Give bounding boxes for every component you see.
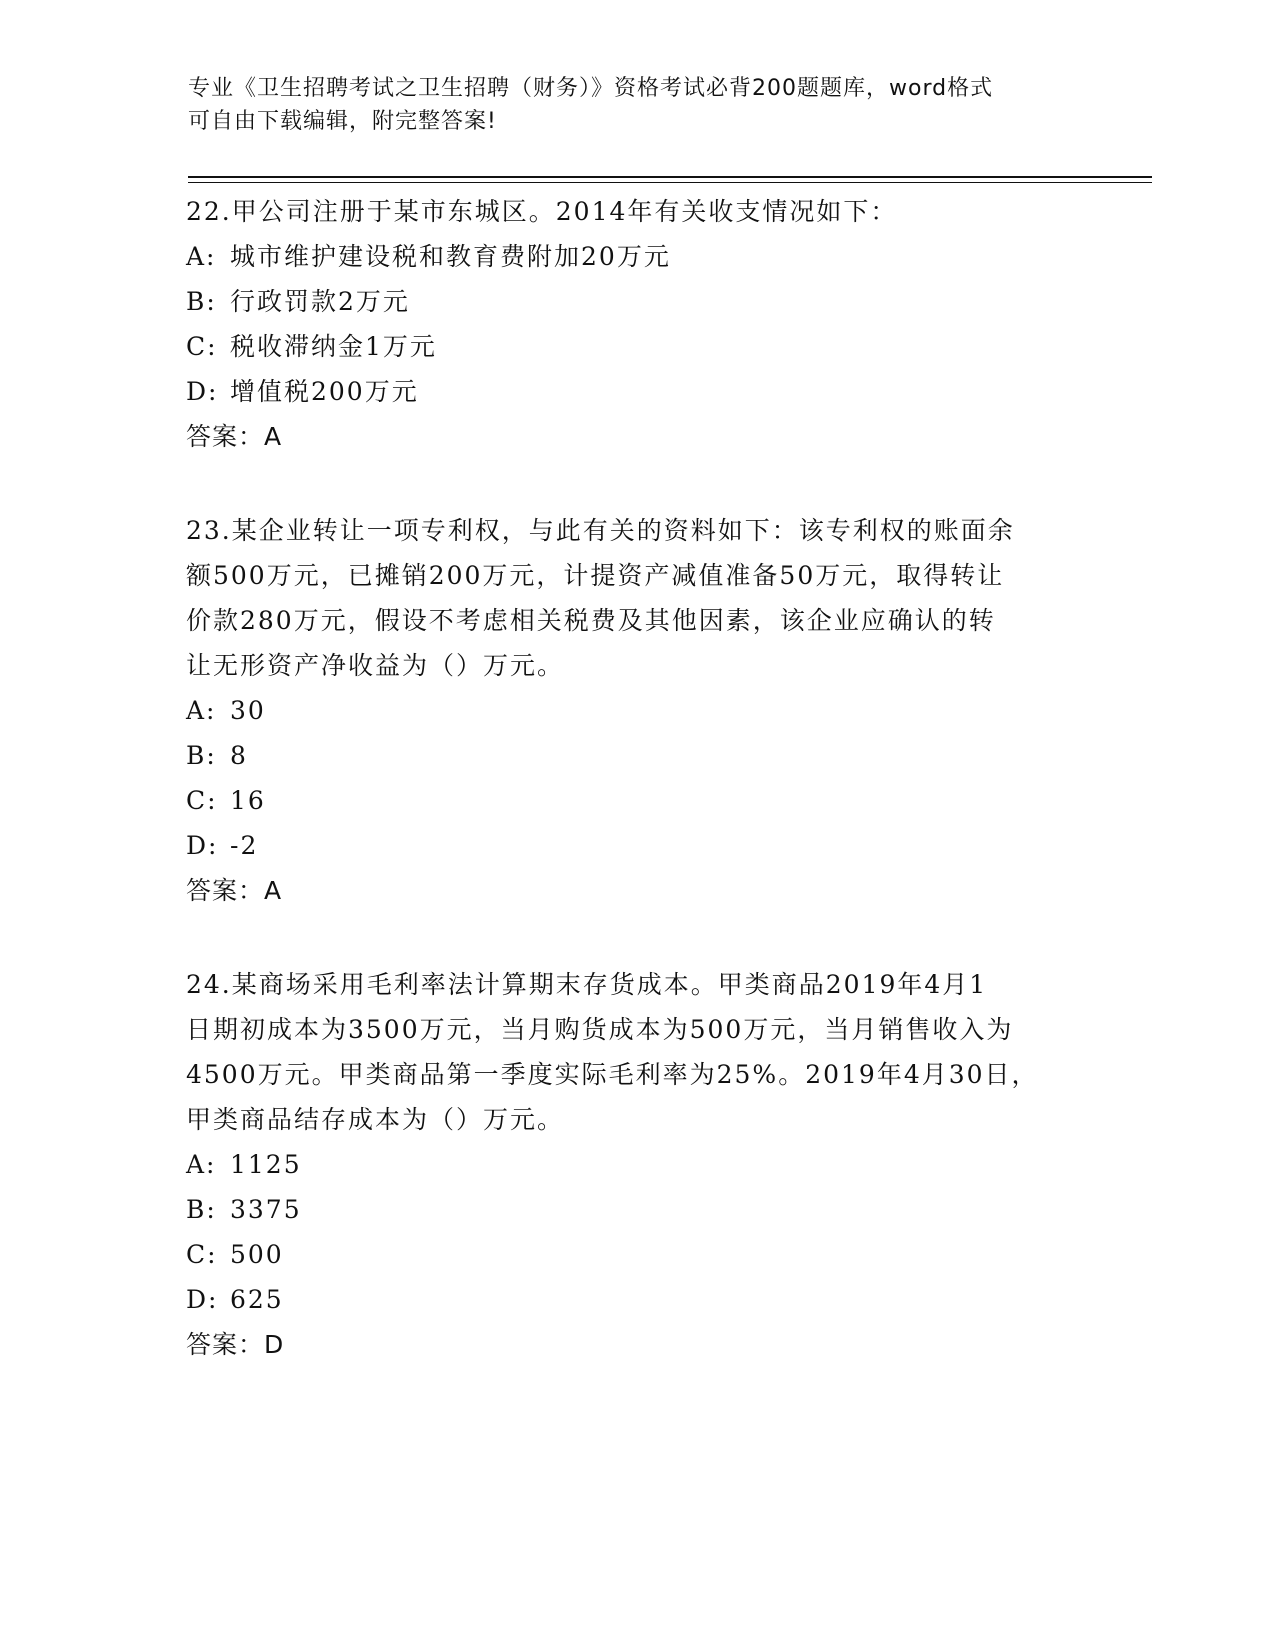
question-stem-line: 日期初成本为3500万元，当月购货成本为500万元，当月销售收入为 [186,1015,1014,1044]
document-header [188,72,1088,138]
question-stem-line: 甲类商品结存成本为（）万元。 [186,1105,565,1134]
option-a [186,234,1086,279]
option-b [186,733,1086,778]
option-d [186,1277,1086,1322]
option-b [186,279,1086,324]
header-line-2: 可自由下载编辑，附完整答案! [188,109,497,134]
question-stem-line: 4500万元。甲类商品第一季度实际毛利率为25%。2019年4月30日， [186,1060,1039,1089]
option-d [186,369,1086,414]
header-rule-thick [188,176,1152,178]
option-text: 625 [230,1285,284,1314]
option-letter: A: [186,242,217,271]
question-stem: 22.甲公司注册于某市东城区。2014年有关收支情况如下： [186,197,898,226]
option-letter: A: [186,696,217,725]
question-22 [186,189,1086,459]
option-b [186,1187,1086,1232]
option-letter: C: [186,786,218,815]
question-23 [186,508,1086,913]
option-text: 城市维护建设税和教育费附加20万元 [230,242,671,271]
header-line-1: 专业《卫生招聘考试之卫生招聘（财务）》资格考试必背200题题库，word格式 [188,76,994,101]
question-stem-line: 24.某商场采用毛利率法计算期末存货成本。甲类商品2019年4月1 [186,970,988,999]
option-text: 16 [230,786,266,815]
answer-label: 答案：A [186,876,283,905]
option-letter: A: [186,1150,217,1179]
option-letter: B: [186,741,217,770]
question-stem-line: 让无形资产净收益为（）万元。 [186,651,565,680]
answer-label: 答案：D [186,1330,285,1359]
option-text: 30 [230,696,266,725]
option-letter: D: [186,377,219,406]
option-d [186,823,1086,868]
option-letter: C: [186,332,218,361]
option-text: 3375 [230,1195,302,1224]
option-a [186,1142,1086,1187]
option-text: 500 [230,1240,284,1269]
option-c [186,1232,1086,1277]
option-text: 税收滞纳金1万元 [230,332,437,361]
header-rule-thin [188,182,1152,183]
option-text: 行政罚款2万元 [230,287,410,316]
option-c [186,324,1086,369]
option-text: -2 [230,831,259,860]
option-c [186,778,1086,823]
question-stem-line: 额500万元，已摊销200万元，计提资产减值准备50万元，取得转让 [186,561,1005,590]
option-text: 8 [230,741,248,770]
option-letter: D: [186,831,219,860]
option-text: 增值税200万元 [230,377,419,406]
option-text: 1125 [230,1150,302,1179]
question-stem-line: 价款280万元，假设不考虑相关税费及其他因素，该企业应确认的转 [186,606,996,635]
option-a [186,688,1086,733]
question-24 [186,962,1086,1367]
option-letter: C: [186,1240,218,1269]
answer-label: 答案：A [186,422,283,451]
question-stem-line: 23.某企业转让一项专利权，与此有关的资料如下：该专利权的账面余 [186,516,1015,545]
option-letter: B: [186,287,217,316]
option-letter: D: [186,1285,219,1314]
option-letter: B: [186,1195,217,1224]
